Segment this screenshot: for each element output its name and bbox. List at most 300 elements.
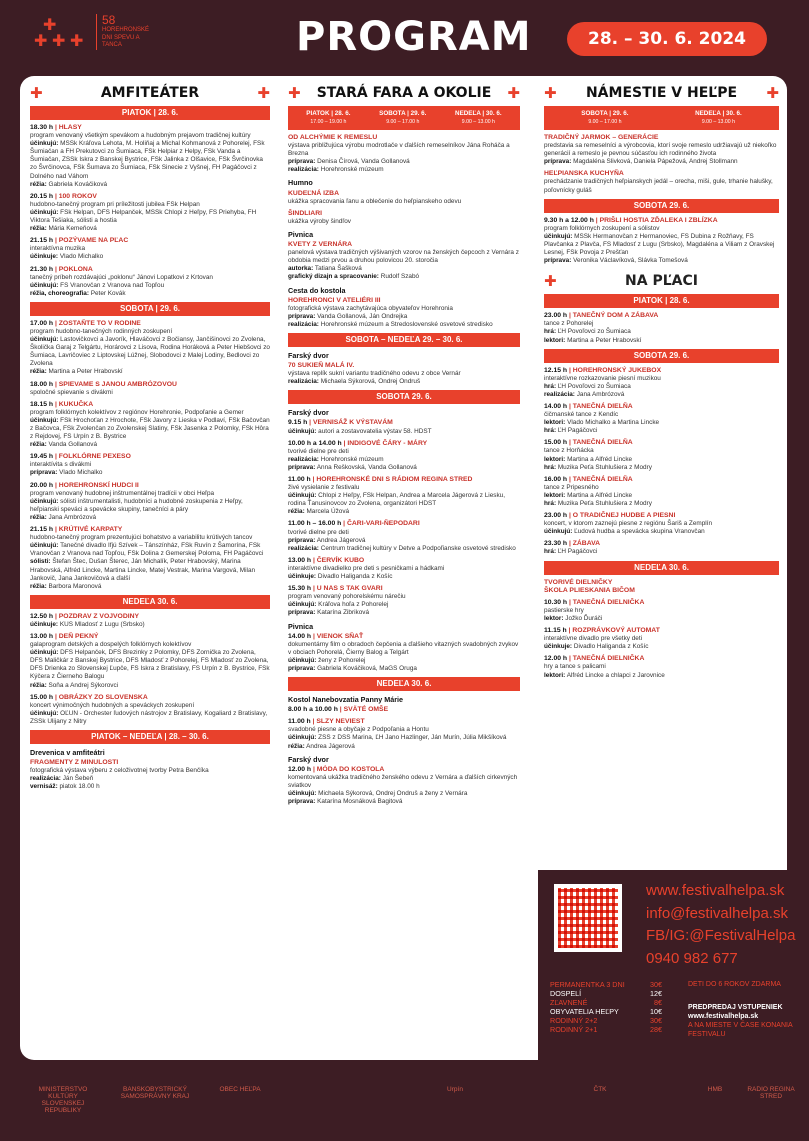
event-heading: 12.00 h | TANEČNÁ DIELNIČKA <box>544 655 645 663</box>
event-time: 15.30 h <box>288 585 312 593</box>
event-time: 17.00 h <box>30 319 54 327</box>
event-name: U NAS S TAK GVARI <box>316 585 383 593</box>
event-detail: program venovaný všetkým spevákom a hudobným prejavom tradičnej kultúry <box>30 132 251 140</box>
detail-label: účinkujú: <box>288 601 317 609</box>
event-name: ROZPRÁVKOVÝ AUTOMAT <box>572 627 660 635</box>
hours-label: 9.00 – 17.00 h <box>588 119 622 125</box>
event-detail: príprava: Katarína Zibriková <box>288 609 369 617</box>
event-time: 12.50 h <box>30 612 54 620</box>
event-time: 11.00 h <box>288 718 311 726</box>
event-item <box>544 476 779 508</box>
price-label: RODINNÝ 2+2 <box>550 1016 598 1026</box>
price-row <box>550 989 662 998</box>
event-heading: 19.45 h | FOLKLÓRNE PEXESO <box>30 453 131 461</box>
event-item <box>288 134 520 174</box>
day-label: NEDEĽA | 30. 6. <box>455 110 502 117</box>
event-item <box>544 367 779 399</box>
event-name: ZÁBAVA <box>572 540 601 548</box>
detail-label: lektori: <box>544 671 566 679</box>
detail-label: grafický dizajn a spracovanie: <box>288 273 379 281</box>
event-name: HOREHRONSKÍ HUDCI II <box>58 481 139 489</box>
event-detail: program venovaný pohorelskému nárečiu <box>288 593 406 601</box>
event-detail: účinkujú: sólisti inštrumentalisti, hudobníci a hudobné zoskupenia z Heľpy, heľpianski speváci a spevácke skupiny, tanečníci a páry <box>30 497 243 513</box>
event-name: FOLKLÓRNE PEXESO <box>58 453 131 461</box>
event-time: 23.00 h <box>544 312 568 320</box>
event-item <box>30 759 270 791</box>
event-heading: 18.00 h | SPIEVAME S JANOU AMBRÓZOVOU <box>30 380 177 388</box>
event-heading: 17.00 h | ZOSTAŇTE TO V RODINE <box>30 319 141 327</box>
cross-icon: ✚ <box>544 83 557 102</box>
event-item <box>30 237 270 261</box>
price-row <box>550 1016 662 1025</box>
price-label: OBYVATELIA HEĽPY <box>550 1007 619 1017</box>
event-detail: účinkuje: Divadlo Haliganda z Košíc <box>288 573 393 581</box>
event-name: TANEČNÁ DIELNIČKA <box>572 655 645 663</box>
event-name: POZDRAV Z VOJVODINY <box>58 612 140 620</box>
price-row <box>550 998 662 1007</box>
event-item <box>288 419 520 435</box>
presale-web[interactable]: www.festivalhelpa.sk <box>688 1013 759 1020</box>
event-name: OBRÁZKY ZO SLOVENSKA <box>58 693 148 701</box>
detail-label: lektor: <box>544 614 564 622</box>
event-item <box>288 585 520 617</box>
venue-subtitle: Humno <box>288 178 313 188</box>
detail-label: réžia: <box>288 508 305 516</box>
event-heading: 11.00 h | HOREHRONSKÉ DNI S RÁDIOM REGINA STRED <box>288 476 473 483</box>
detail-label: réžia: <box>30 582 47 590</box>
event-time: 20.00 h <box>30 481 54 489</box>
event-item <box>288 362 520 386</box>
event-time: 10.00 h a 14.00 h <box>288 439 342 447</box>
event-detail: interaktívita s divákmi <box>30 461 92 469</box>
event-detail: fotografická výstava zachytávajúca obyvateľov Horehronia <box>288 304 453 312</box>
event-item <box>30 453 270 477</box>
event-heading <box>288 190 520 198</box>
detail-label: účinkujú: <box>30 542 59 550</box>
event-heading: 12.50 h | POZDRAV Z VOJVODINY <box>30 612 140 620</box>
event-detail: príprava: Denisa Čírová, Vanda Gollanová <box>288 158 410 166</box>
day-bar: SOBOTA 29. 6. <box>544 199 779 213</box>
event-time: 13.00 h <box>30 632 54 640</box>
event-detail: ukážka spracovania ľanu a oblečenie do heľpianskeho odevu <box>288 197 462 205</box>
detail-label: príprava: <box>288 463 316 471</box>
price-value: 10€ <box>650 1007 662 1017</box>
header <box>0 0 809 72</box>
qr-code[interactable] <box>554 884 622 952</box>
price-list <box>550 980 662 1035</box>
contact-links <box>646 880 795 970</box>
event-time: 14.00 h <box>288 632 312 640</box>
column-namestie <box>544 84 779 684</box>
event-name: SVÄTÉ OMŠE <box>343 706 389 714</box>
hours-label: 17.00 – 19.00 h <box>310 119 347 125</box>
event-time: 21.15 h <box>30 526 54 534</box>
detail-label: hrá: <box>544 463 557 471</box>
event-detail: lektori: Martina a Peter Hrabovskí <box>544 336 642 344</box>
event-time: 15.00 h <box>30 693 54 701</box>
event-detail: tance z Horňáckа <box>544 447 594 455</box>
detail-label: realizácia: <box>288 544 319 552</box>
detail-label: hrá: <box>544 328 557 336</box>
event-detail: réžia: Vanda Gollanová <box>30 441 98 449</box>
column-title: ✚ NÁMESTIE V HEĽPE ✚ <box>544 83 779 102</box>
presale-title: PREDPREDAJ VSTUPENIEK <box>688 1004 783 1011</box>
event-detail: lektori: Martina a Alfréd Lincke <box>544 491 633 499</box>
cross-icon: ✚ <box>544 272 557 291</box>
hours-label: 9.00 – 17.00 h <box>386 119 420 125</box>
event-item <box>544 403 779 435</box>
event-heading: 14.00 h | TANEČNÁ DIELŇA <box>544 402 633 410</box>
page-title: PROGRAM <box>296 14 532 60</box>
detail-label: príprava: <box>544 158 572 166</box>
event-item <box>544 655 779 679</box>
detail-label: réžia: <box>30 368 47 376</box>
day-hours <box>581 110 628 126</box>
event-detail: účinkujú: Lastovičkovci a Javorík, Hlaváčovci z Bočiansy, Jančišinovci zo Zvolena, Školička Garaj z Telgártu, Horárovci z Lisova, Rodina Horáková a Peter Hiebšovci zo Šumiaca, Lavričoviec z Liptovskej Lúžnej, Slobodovci z Malej Lodiny, Bedlovci zo Zvolena <box>30 336 270 368</box>
price-row <box>550 1007 662 1016</box>
event-detail: tance z Pripesného <box>544 483 599 491</box>
section-title: ✚ NA PĽACI <box>544 272 698 291</box>
detail-label: lektori: <box>544 491 566 499</box>
event-detail: príprava: Vanda Gollanová, Ján Ondrejka <box>288 312 408 320</box>
event-detail: prechádzanie tradičných heľpianskych jedál – orecha, miši, gule, trhanie halušky, poľovnícky guláš <box>544 178 773 194</box>
event-name: TANEČNÁ DIELŇA <box>572 402 633 410</box>
event-detail: réžia: Andrea Jágerová <box>288 742 355 750</box>
event-heading <box>288 241 520 249</box>
event-time: 14.00 h <box>544 402 568 410</box>
detail-label: hrá: <box>544 382 557 390</box>
event-item <box>288 476 520 516</box>
detail-label: účinkuje: <box>544 643 573 651</box>
cross-icon: ✚ <box>30 83 43 102</box>
logo-number: 58 <box>102 13 116 27</box>
event-name: KUDEĽNÁ IZBA <box>288 189 339 197</box>
sponsor-logo: OBEC HEĽPA <box>219 1086 261 1093</box>
event-detail: réžia: Jana Ambrózová <box>30 513 97 521</box>
event-item <box>288 718 520 750</box>
event-heading: 21.15 h | KRÚTIVÉ KARPATY <box>30 526 123 534</box>
detail-label: hrá: <box>544 500 557 507</box>
event-time: 12.15 h <box>544 366 568 374</box>
event-detail: lektori: Martina a Alfréd Lincke <box>544 455 633 463</box>
event-detail: účinkujú: Kráľova hoľa z Pohorelej <box>288 601 389 609</box>
sponsor-logo: ČTK <box>593 1086 607 1093</box>
event-detail: tanečný príbeh rozdávajúci „poklonu“ Jánovi Lopatkovi z Krtovan <box>30 273 213 281</box>
event-time: 18.30 h <box>30 124 54 131</box>
detail-label: účinkujú: <box>30 709 59 717</box>
price-value: 12€ <box>650 989 662 999</box>
venue-subtitle: Farský dvor <box>288 350 329 360</box>
event-detail: koncert, v ktorom zaznejú piesne z regiónu Šariš a Zemplín <box>544 520 713 528</box>
event-name: ČERVÍK KUBO <box>316 556 365 564</box>
event-detail: réžia: Martina a Peter Hrabovskí <box>30 368 123 376</box>
day-bar: SOBOTA | 29. 6. <box>30 302 270 316</box>
sponsor-logo: Urpín <box>447 1086 463 1093</box>
sponsor-logos <box>0 1070 809 1141</box>
event-name: TANEČNÁ DIELNIČKA <box>572 598 645 606</box>
event-detail: realizácia: Michaela Sýkorová, Ondrej Ondruš <box>288 378 421 386</box>
detail-label: réžia: <box>30 441 47 449</box>
event-detail: príprava: Anna Reškovská, Vanda Gollanová <box>288 463 417 471</box>
event-item <box>288 706 520 714</box>
event-item <box>544 599 779 623</box>
event-name: ŠINDLIARI <box>288 209 322 217</box>
detail-label: realizácia: <box>288 166 319 174</box>
event-time: 18.00 h <box>30 380 54 388</box>
column-amfiteater <box>30 84 270 795</box>
event-item <box>30 401 270 450</box>
event-detail: réžia: Mária Kemeňová <box>30 225 97 233</box>
event-name: POZÝVAME NA PĽAC <box>58 237 129 245</box>
event-detail: program hudobno-tanečných rodinných zoskupení <box>30 327 173 335</box>
event-detail: príprava: Katarína Mosnáková Bagitová <box>288 798 403 806</box>
event-heading: 13.00 h | DEŇ PEKNÝ <box>30 632 99 640</box>
event-detail: interaktívna muzika <box>30 245 86 253</box>
event-item <box>288 440 520 472</box>
event-detail: účinkujú: ženy z Pohorelej <box>288 656 366 664</box>
event-time: 9.15 h <box>288 419 308 427</box>
event-item <box>30 193 270 233</box>
event-detail: koncert výnimočných hudobných a speváckych zoskupení <box>30 701 195 709</box>
event-item <box>288 633 520 673</box>
event-detail: realizácia: Centrum tradičnej kultúry v Detve a Podpoľianske osvetové stredisko <box>288 544 516 552</box>
event-detail: autorka: Tatiana Šašková <box>288 265 362 273</box>
event-name: KRÚTIVÉ KARPATY <box>58 526 123 534</box>
detail-label: réžia: <box>30 180 47 188</box>
event-detail: čičmanské tance z Kendíc <box>544 411 619 419</box>
event-item <box>544 217 779 266</box>
event-time: 11.15 h <box>544 627 567 635</box>
logo-caption: HOREHRONSKÉ DNI SPEVU A TANCA <box>102 27 150 48</box>
detail-label: účinkujú: <box>544 528 573 536</box>
event-detail: hrá: ĽH Pagáčovci <box>544 427 598 435</box>
event-detail: réžia: Barbora Maronová <box>30 582 102 590</box>
event-detail: živé vysielanie z festivalu <box>288 484 360 492</box>
event-detail: réžia: Soňa a Andrej Sýkorovci <box>30 681 119 689</box>
event-time: 10.30 h <box>544 598 568 606</box>
event-name: PRIŠLI HOSTIA ZĎALEKA I ZBLÍZKA <box>599 216 718 224</box>
event-heading: 10.00 h a 14.00 h | INDIGOVÉ ČÁRY - MÁRY <box>288 439 428 447</box>
website-link[interactable]: www.festivalhelpa.sk <box>646 882 785 899</box>
detail-label: realizácia: <box>30 775 61 783</box>
detail-label: hrá: <box>544 427 557 435</box>
event-heading: TVORIVÉ DIELNIČKY <box>544 578 613 586</box>
column-title: ✚ STARÁ FARA A OKOLIE ✚ <box>288 83 520 102</box>
day-hours <box>695 110 742 126</box>
event-detail: svadobné piesne a obyčaje z Podpoľania a Hontu <box>288 726 429 734</box>
event-detail: interaktívne divadlo pre všetky deti <box>544 635 643 643</box>
column-stara-fara <box>288 84 520 810</box>
day-hours <box>379 110 426 126</box>
event-detail: spoločné spievanie s divákmi <box>30 388 113 396</box>
event-item <box>30 613 270 629</box>
event-detail: vernisáž: piatok 18.00 h <box>30 783 100 791</box>
detail-label: autorka: <box>288 265 314 273</box>
price-value: 28€ <box>650 1025 662 1035</box>
event-detail: predstavia sa remeselníci a výrobcovia, ktorí svoje remeslo udržiavajú už niekoľko generácií a remeslo je pevnou súčasťou ich rodinného života <box>544 142 777 158</box>
event-detail: účinkujú: autori a zostavovatelia výstav 58. HDST <box>288 427 432 435</box>
event-item <box>30 266 270 298</box>
event-detail: sólisti: Štefan Štec, Dušan Šterec, Ján Michalík, Peter Hrabovský, Marina Hrabovská, Alfréd Lincke, Martina Lincke, Matej Vestrak, Marina Vargová, Milan Jankovič, Jana Jankovičová a ďalší <box>30 558 256 582</box>
detail-label: príprava: <box>288 312 316 320</box>
event-detail: účinkuje: KUS Mladosť z Lugu (Srbsko) <box>30 620 145 628</box>
festival-logo <box>34 14 160 56</box>
event-name: O TRADIČNEJ HUDBE A PIESNI <box>572 512 676 520</box>
event-time: 11.00 h – 16.00 h <box>288 520 342 528</box>
event-detail: účinkuje: Divadlo Haliganda z Košíc <box>544 643 649 651</box>
venue-subtitle: Cesta do kostola <box>288 285 346 295</box>
event-time: 18.15 h <box>30 400 54 408</box>
event-detail: hudobno-tanečný program prezentujúci bohatstvo a variabilitu krútivých tancov <box>30 534 253 542</box>
hours-label: 9.00 – 13.00 h <box>461 119 495 125</box>
day-bar: PIATOK | 28. 6. <box>544 294 779 308</box>
event-detail: lektori: Vlado Michalko a Martina Lincke <box>544 419 660 427</box>
phone-number[interactable]: 0940 982 677 <box>646 949 738 967</box>
event-name: VERNISÁŽ K VÝSTAVÁM <box>312 419 393 427</box>
detail-label: réžia, choreografia: <box>30 289 89 297</box>
event-heading: 18.15 h | KUKUČKA <box>30 400 94 408</box>
event-detail: réžia: Gabriela Kováčiková <box>30 180 108 188</box>
event-detail: galaprogram detských a dospelých folklórnych kolektívov <box>30 641 192 649</box>
event-detail: výstava približujúca výrobu modrotlače v ďalších remeselníkov Jána Roháča a Brezna <box>288 142 510 158</box>
detail-label: príprava: <box>288 609 316 617</box>
event-detail: grafický dizajn a spracovanie: Rudolf Szabó <box>288 273 420 281</box>
event-item <box>544 512 779 536</box>
event-heading: 12.15 h | HOREHRONSKÝ JUKEBOX <box>544 366 662 374</box>
event-detail: réžia: Marcela Úžová <box>288 508 350 516</box>
event-item <box>544 170 779 194</box>
event-heading <box>544 170 779 178</box>
detail-label: účinkujú: <box>288 492 317 500</box>
event-heading: 15.00 h | TANEČNÁ DIELŇA <box>544 439 633 447</box>
event-heading: 12.00 h | MÓDA DO KOSTOLA <box>288 765 385 773</box>
day-bar: NEDEĽA 30. 6. <box>544 561 779 575</box>
event-time: 21.30 h <box>30 265 54 273</box>
event-detail: hudobno-tanečný program pri príležitosti jubilea FSk Helpan <box>30 200 200 208</box>
event-heading: 23.00 h | TANEČNÝ DOM A ZÁBAVA <box>544 312 659 320</box>
event-name: HOREHRONCI V ATELIÉRI III <box>288 296 381 304</box>
event-detail: účinkujú: FSk Hrochoťan z Hrochote, FSk Javory z Lieska v Podlaví, FSk Bačovčan z Bačovca, FSk Zvolenčan zo Zvolenskej Slatiny, FSk Jasenka z Polomky, FSk Hôra z Rejdovej, FS Urpín z B. Bystrice <box>30 416 270 441</box>
event-name: HLASY <box>58 124 82 131</box>
event-detail: výstava replík sukní variantu tradičného odevu z obce Vernár <box>288 370 461 378</box>
event-item <box>544 540 779 556</box>
event-heading: 10.30 h | TANEČNÁ DIELNIČKA <box>544 598 645 606</box>
event-heading: 13.00 h | ČERVÍK KUBO <box>288 556 365 564</box>
event-name: INDIGOVÉ ČÁRY - MÁRY <box>347 439 428 447</box>
event-detail: účinkujú: MSSk Hermanovčan z Hermanoviec, FS Dubina z Rožňavy, FS Plavčanka z Plavča, FS Mladosť z Lugu (Srbsko), Magdaléna a Viliam z Oravskej Lesnej, FSk Povoja z Prešťan <box>544 232 775 257</box>
detail-label: réžia: <box>30 681 47 689</box>
price-row <box>550 980 662 989</box>
event-detail: interaktívne rozkazovanie piesní muzikou <box>544 374 661 382</box>
event-heading: 15.30 h | U NAS S TAK GVARI <box>288 585 383 593</box>
event-name: HOREHRONSKÝ JUKEBOX <box>572 366 662 374</box>
detail-label: účinkujú: <box>288 656 317 664</box>
cross-flowers-icon: ✚ ✚ ✚ ✚ <box>34 17 84 50</box>
price-label: PERMANENTKA 3 DNI <box>550 980 625 989</box>
sponsor-logo: MINISTERSTVO KULTÚRY SLOVENSKEJ REPUBLIKY <box>38 1086 88 1114</box>
event-name: SPIEVAME S JANOU AMBRÓZOVOU <box>58 380 177 388</box>
event-detail: účinkujú: FS Vranovčan z Vranova nad Topľou <box>30 281 165 289</box>
opening-hours-bar <box>544 106 779 130</box>
price-row <box>550 1025 662 1034</box>
event-heading: 18.30 h | HLASY <box>30 124 82 131</box>
event-item <box>288 241 520 281</box>
event-item <box>544 627 779 651</box>
price-value: 30€ <box>650 980 662 989</box>
detail-label: príprava: <box>544 257 572 265</box>
event-name: OD ALCHÝMIE K REMESLU <box>288 134 378 141</box>
ticket-info <box>688 980 798 1039</box>
event-heading: 9.30 h a 12.00 h | PRIŠLI HOSTIA ZĎALEKA I ZBLÍZKA <box>544 216 718 224</box>
day-bar: SOBOTA 29. 6. <box>288 390 520 404</box>
event-time: 23.00 h <box>544 512 568 520</box>
social-handle[interactable]: FB/IG:@FestivalHelpa <box>646 927 796 944</box>
event-name: ČARI-VARI-ŇEPODARI <box>346 520 420 528</box>
day-bar: NEDEĽA 30. 6. <box>30 595 270 609</box>
event-heading <box>30 759 270 767</box>
event-detail: realizácia: Horehronské múzeum <box>288 166 384 174</box>
price-value: 8€ <box>654 998 662 1008</box>
event-name: TRADIČNÝ JARMOK – GENERÁCIE <box>544 134 659 141</box>
event-detail: tvorivé dielne pre deti <box>288 447 349 455</box>
event-name: KUKUČKA <box>58 400 94 408</box>
event-detail: realizácia: Horehronské múzeum a Stredoslovenské osvetové stredisko <box>288 320 493 328</box>
detail-label: účinkujú: <box>544 232 573 240</box>
event-detail: tance z Pohorelej <box>544 320 594 328</box>
sponsor-logo: HMB <box>707 1086 723 1093</box>
event-detail: príprava: Andrea Jágerová <box>288 536 366 544</box>
detail-label: účinkuje: <box>30 620 59 628</box>
detail-label: lektori: <box>544 336 566 344</box>
event-detail: fotografická výstava výberu z celoživotnej tvorby Petra Benčíka <box>30 767 209 775</box>
event-heading <box>288 134 520 142</box>
event-item <box>288 190 520 206</box>
event-name: KVETY Z VERNÁRA <box>288 241 353 249</box>
price-value: 30€ <box>650 1016 662 1026</box>
event-detail: réžia, choreografia: Peter Kovák <box>30 289 126 297</box>
event-detail: program folklórnych zoskupení a sólistov <box>544 224 660 232</box>
event-detail: tvorivé dielne pre deti <box>288 528 349 536</box>
event-detail: pastierske hry <box>544 606 584 614</box>
event-name: TANEČNÁ DIELŇA <box>572 475 633 483</box>
email-link[interactable]: info@festivalhelpa.sk <box>646 904 788 922</box>
day-bar: NEDEĽA 30. 6. <box>288 677 520 691</box>
day-label: SOBOTA | 29. 6. <box>581 110 629 117</box>
event-name: HEĽPIANSKA KUCHYŇA <box>544 170 624 178</box>
event-detail: realizácia: Horehronské múzeum <box>288 455 384 463</box>
event-heading: 11.15 h | ROZPRÁVKOVÝ AUTOMAT <box>544 627 660 635</box>
detail-label: réžia: <box>30 513 47 521</box>
event-detail: komentovaná ukážka tradičného ženského odevu z Vernára a ďalších cirkevných sviatkov <box>288 773 518 789</box>
event-time: 13.00 h <box>288 556 312 564</box>
event-heading: 9.15 h | VERNISÁŽ K VÝSTAVÁM <box>288 419 393 427</box>
event-detail: účinkujú: Michaela Sýkorová, Ondrej Ondruš a ženy z Vernára <box>288 790 468 797</box>
event-name: POKLONA <box>58 265 93 273</box>
event-item <box>288 297 520 329</box>
detail-label: účinkujú: <box>288 734 317 742</box>
detail-label: realizácia: <box>544 390 575 398</box>
event-heading: 20.15 h | 100 ROKOV <box>30 192 97 200</box>
event-detail: účinkujú: DFS Helpanček, DFS Brezinky z Polomky, DFS Zornička zo Zvolena, DFS Maličkár z Banskej Bystrice, DFS Mladosť z Pohorelej, FS Mladosť zo Zvolena, DFS Drienka zo Slovenskej Ľupče, FS Iskra z Bratislavy, FS Urpín z B. Bystrice, FSk Kýčera z Čierneho Balogu <box>30 649 270 681</box>
event-detail: príprava: Vlado Michalko <box>30 469 103 477</box>
venue-subtitle: Drevenica v amfiteátri <box>30 748 105 757</box>
event-heading: 16.00 h | TANEČNÁ DIELŇA <box>544 475 633 483</box>
sponsor-logo: RADIO REGINA STRED <box>747 1086 795 1100</box>
event-item <box>30 124 270 189</box>
event-name: 100 ROKOV <box>58 192 97 200</box>
festival-dates: 28. – 30. 6. 2024 <box>567 22 767 56</box>
event-name: VIENOK SŇAŤ <box>316 632 364 640</box>
